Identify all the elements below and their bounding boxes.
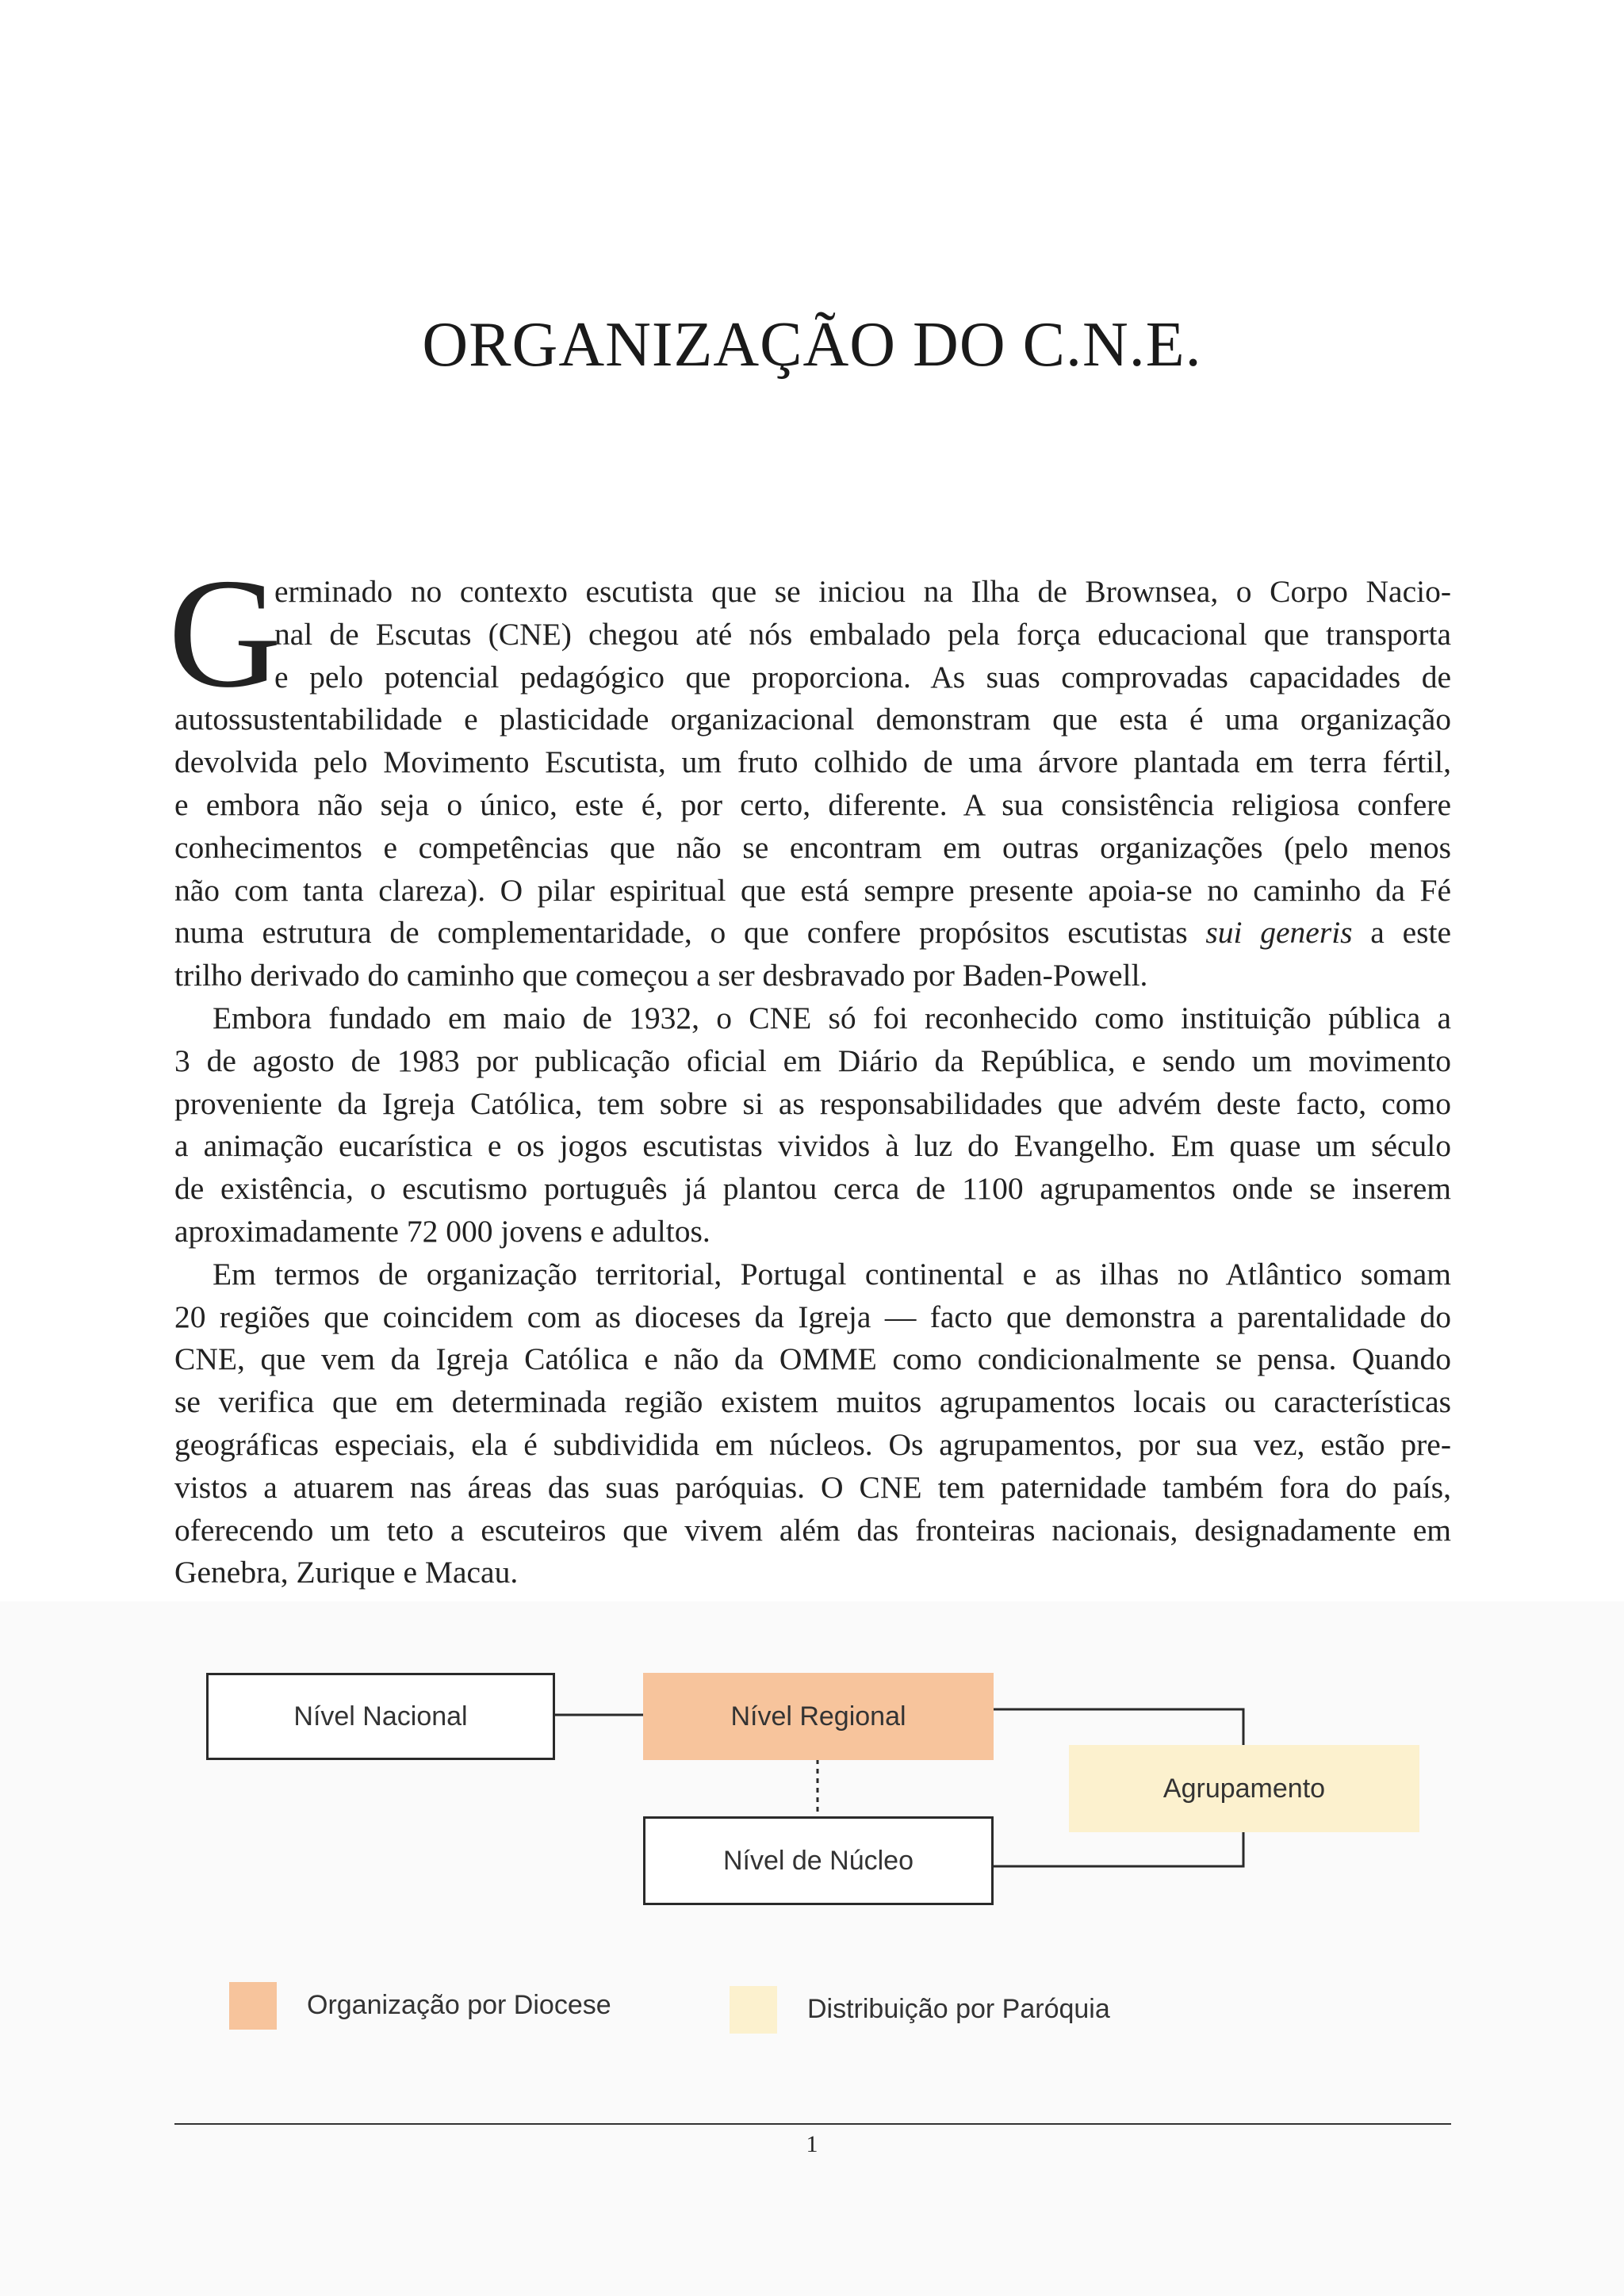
text-line: trilho derivado do caminho que começou a ser desbravado por Baden-Powell. xyxy=(174,958,1148,993)
page-title: ORGANIZAÇÃO DO C.N.E. xyxy=(422,310,1202,380)
legend-swatch-diocese xyxy=(229,1982,277,2030)
text-line: erminado no contexto escutista que se iniciou na Ilha de Brownsea, o Corpo Nacio- xyxy=(274,574,1451,609)
text-line: e pelo potencial pedagógico que proporciona. As suas comprovadas capacidades de xyxy=(274,659,1451,695)
footer-divider xyxy=(174,2123,1451,2125)
text-line: Embora fundado em maio de 1932, o CNE só foi reconhecido como instituição pública a xyxy=(213,1000,1451,1035)
text-line: 20 regiões que coincidem com as dioceses da Igreja — facto que demonstra a parentalidade do xyxy=(174,1299,1451,1334)
text-line: e embora não seja o único, este é, por certo, diferente. A sua consistência religiosa confere xyxy=(174,786,1451,822)
box-agrupamento: Agrupamento xyxy=(1069,1745,1419,1832)
italic-term: sui generis xyxy=(1205,915,1353,951)
legend-label-paroquia: Distribuição por Paróquia xyxy=(807,1994,1110,2024)
text-line: se verifica que em determinada região existem muitos agrupamentos locais ou características xyxy=(174,1384,1451,1420)
box-nivel-nucleo: Nível de Núcleo xyxy=(643,1816,994,1905)
body-text xyxy=(174,571,1451,1594)
text-line: oferecendo um teto a escuteiros que vivem além das fronteiras nacionais, designadamente em xyxy=(174,1512,1451,1548)
text-line: autossustentabilidade e plasticidade organizacional demonstram que esta é uma organização xyxy=(174,702,1451,737)
text-line: a animação eucarística e os jogos escutistas vividos à luz do Evangelho. Em quase um século xyxy=(174,1128,1451,1164)
drop-cap: G xyxy=(168,546,282,720)
legend-label-diocese: Organização por Diocese xyxy=(307,1990,611,2020)
text-line: Em termos de organização territorial, Portugal continental e as ilhas no Atlântico somam xyxy=(213,1256,1451,1292)
text-line: de existência, o escutismo português já plantou cerca de 1100 agrupamentos onde se inserem xyxy=(174,1171,1451,1207)
box-nivel-regional: Nível Regional xyxy=(643,1673,994,1760)
text-line: aproximadamente 72 000 jovens e adultos. xyxy=(174,1213,710,1249)
text-line: proveniente da Igreja Católica, tem sobre si as responsabilidades que advém deste facto, como xyxy=(174,1085,1451,1121)
page-number: 1 xyxy=(806,2131,818,2157)
text-line: não com tanta clareza). O pilar espiritual que está sempre presente apoia-se no caminho da Fé xyxy=(174,872,1451,908)
text-fragment: numa estrutura de complementaridade, o que confere propósitos escutistas xyxy=(174,915,1206,951)
text-line: vistos a atuarem nas áreas das suas paróquias. O CNE tem paternidade também fora do país, xyxy=(174,1469,1451,1505)
legend-swatch-paroquia xyxy=(730,1986,777,2034)
text-line: Genebra, Zurique e Macau. xyxy=(174,1555,519,1590)
text-line xyxy=(174,912,1451,955)
text-line: 3 de agosto de 1983 por publicação oficial em Diário da República, e sendo um movimento xyxy=(174,1043,1451,1078)
text-line: geográficas especiais, ela é subdividida em núcleos. Os agrupamentos, por sua vez, estão pre- xyxy=(174,1426,1451,1462)
text-line: CNE, que vem da Igreja Católica e não da OMME como condicionalmente se pensa. Quando xyxy=(174,1341,1451,1377)
box-nivel-nacional: Nível Nacional xyxy=(206,1673,555,1760)
text-line: nal de Escutas (CNE) chegou até nós embalado pela força educacional que transporta xyxy=(274,616,1451,652)
text-line: conhecimentos e competências que não se encontram em outras organizações (pelo menos xyxy=(174,829,1451,865)
text-fragment: a este xyxy=(1352,915,1451,951)
text-line: devolvida pelo Movimento Escutista, um fruto colhido de uma árvore plantada em terra fértil, xyxy=(174,744,1451,780)
